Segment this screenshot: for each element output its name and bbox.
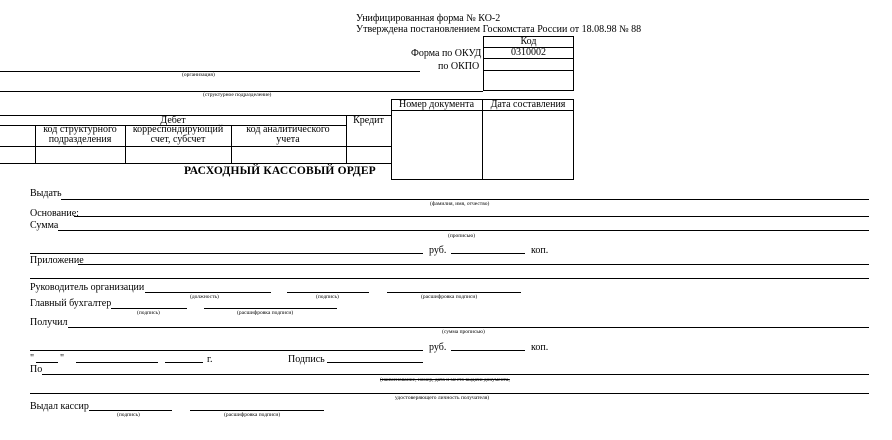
signature-label: Подпись [288,354,325,365]
basis-label: Основание: [30,208,79,219]
doc-caption: удостоверяющего личность получателя) [395,395,490,401]
sign-caption-3: (подпись) [117,412,140,418]
chief-sign-field[interactable] [111,308,187,309]
acct-vline-2 [125,125,126,163]
cashier-sign-field[interactable] [89,410,172,411]
signature-field[interactable] [327,362,423,363]
rub-field-2[interactable] [451,350,525,351]
head-label: Руководитель организации [30,282,145,293]
kop-label-2: коп. [531,342,549,353]
col-analytic-code: код аналитического учета [246,124,330,145]
sum-field-2[interactable] [30,253,423,254]
issue-caption: (фамилия, имя, отчество) [430,201,490,207]
acct-vline-3 [231,125,232,163]
code-label: Код [520,36,537,47]
decode-caption-1: (расшифровка подписи) [421,294,478,300]
dept-caption: (структурное подразделение) [203,92,272,98]
cashier-label: Выдал кассир [30,401,89,412]
okud-label: Форма по ОКУД [411,48,482,59]
approved-line: Утверждена постановлением Госкомстата России от 18.08.98 № 88 [356,24,642,35]
okud-code: 0310002 [511,47,546,58]
sum-field[interactable] [58,230,869,231]
chief-decode-field[interactable] [204,308,337,309]
acct-vline-1 [35,125,36,163]
okpo-label: по ОКПО [438,61,480,72]
head-position-field[interactable] [145,292,271,293]
sum-label: Сумма [30,220,59,231]
sum-caption: (прописью) [448,233,476,239]
rub-label-1: руб. [429,245,447,256]
received-field[interactable] [68,327,869,328]
col-corr-account: корреспондирующий счет, субсчет [132,124,224,145]
doc-date-label: Дата составления [490,99,566,110]
sign-caption-1: (подпись) [316,294,339,300]
id-document-field[interactable] [42,374,869,375]
quote-open: " [30,353,35,364]
sign-caption-2: (подпись) [137,310,160,316]
received-caption: (сумма прописью) [442,329,485,335]
decode-caption-2: (расшифровка подписи) [237,310,294,316]
attachment-label: Приложение [30,255,84,266]
cashier-decode-field[interactable] [190,410,324,411]
quote-close: " [60,353,65,364]
col-dept-code: код структурного подразделения [43,124,117,145]
year-suffix: г. [207,354,213,365]
month-field[interactable] [76,362,158,363]
received-label: Получил [30,317,68,328]
doc-caption-struck: (наименование, номер, дата и место выдачи документа, [380,377,510,383]
code-divider-3 [483,70,574,71]
acct-bottom-line [0,163,391,164]
chief-accountant-label: Главный бухгалтер [30,298,112,309]
position-caption: (должность) [190,294,219,300]
head-decode-field[interactable] [387,292,521,293]
doc-table-divider [482,99,483,180]
id-document-field-2[interactable] [30,393,869,394]
attachment-field[interactable] [78,264,869,265]
received-field-2[interactable] [30,350,423,351]
year-field[interactable] [165,362,203,363]
decode-caption-3: (расшифровка подписи) [224,412,281,418]
issue-field[interactable] [61,199,869,200]
kop-label-1: коп. [531,245,549,256]
credit-label: Кредит [353,115,384,126]
head-sign-field[interactable] [287,292,369,293]
form-line: Унифицированная форма № КО-2 [356,13,501,24]
acct-header-bottom [0,146,391,147]
issue-label: Выдать [30,188,62,199]
rub-label-2: руб. [429,342,447,353]
day-field[interactable] [36,362,58,363]
basis-field[interactable] [74,216,869,217]
attachment-field-2[interactable] [30,278,869,279]
doc-number-label: Номер документа [398,99,475,110]
debit-label: Дебет [160,115,186,126]
org-caption: (организация) [182,72,215,78]
by-label: По [30,364,43,375]
page-title: РАСХОДНЫЙ КАССОВЫЙ ОРДЕР [184,165,376,177]
rub-field-1[interactable] [451,253,525,254]
